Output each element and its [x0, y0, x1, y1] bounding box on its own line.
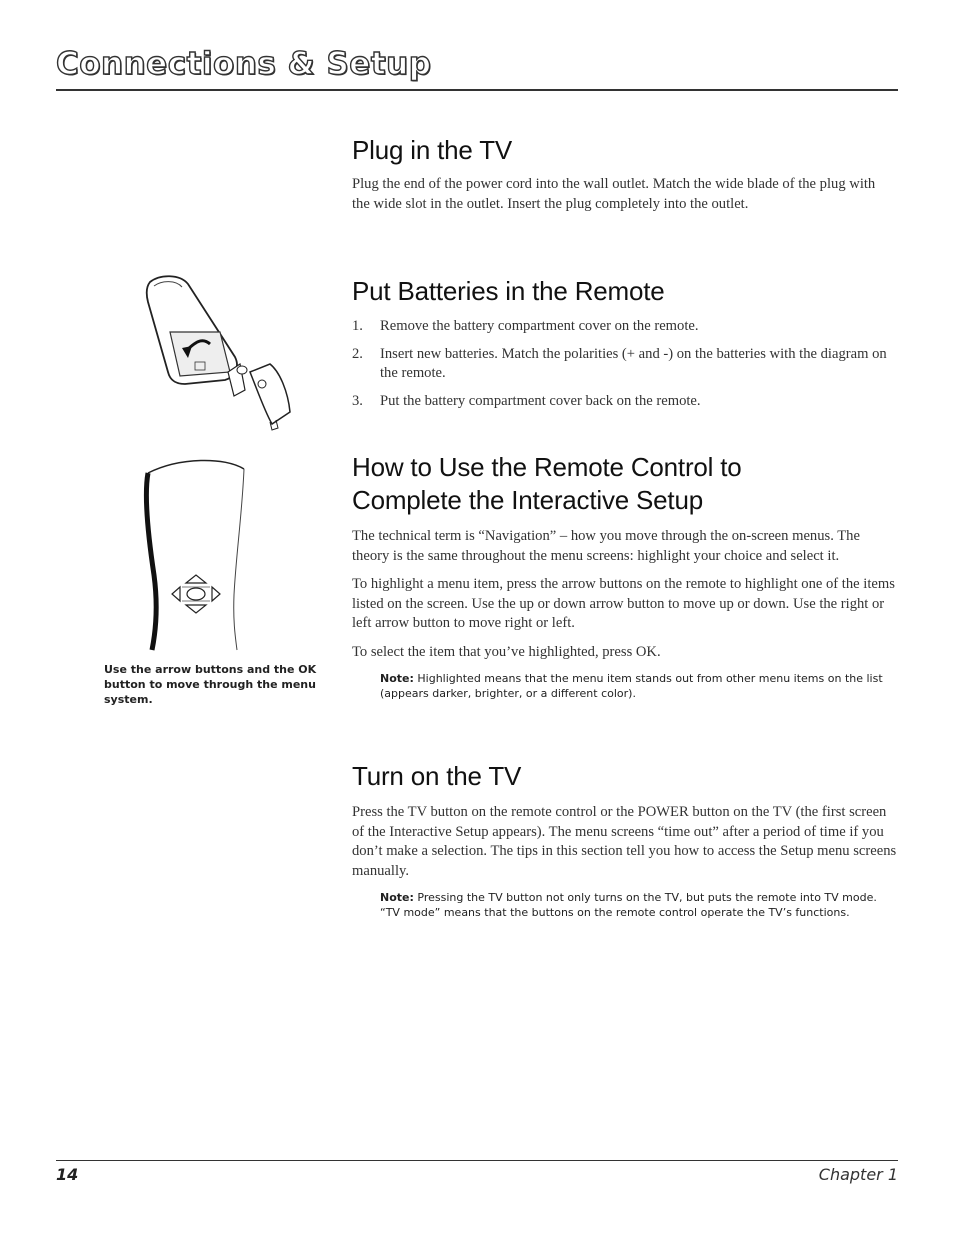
howto-note — [380, 671, 898, 701]
section-plug — [352, 134, 898, 223]
plug-text: Plug the end of the power cord into the wall outlet. Match the wide blade of the plug with the wide slot in the outlet. Insert the plug completely into the outlet. — [352, 176, 876, 212]
section-title-howto: How to Use the Remote Control to Complete the Interactive Setup — [352, 452, 742, 515]
howto-paragraph-3: To select the item that you’ve highlighted, press OK. — [352, 643, 661, 660]
note-label: Note: — [380, 672, 414, 685]
note-label: Note: — [380, 891, 414, 904]
remote-battery-illustration — [140, 272, 295, 432]
section-howto — [352, 451, 898, 701]
section-title-turnon: Turn on the TV — [352, 761, 522, 791]
page-header-title: Connections & Setup — [56, 46, 432, 82]
howto-paragraph-2: To highlight a menu item, press the arrow buttons on the remote to highlight one of the items listed on the screen. Use the up or down arrow button to move up or down. Use the right or left arrow button to move right or left. — [352, 576, 895, 631]
list-item — [352, 392, 898, 412]
step-number: 3. — [352, 392, 363, 409]
list-item — [352, 345, 898, 384]
howto-paragraph-1: The technical term is “Navigation” – how you move through the on-screen menus. The theory is the same throughout the menu screens: highlight your choice and select it. — [352, 528, 860, 564]
footer-rule — [56, 1160, 898, 1161]
step-text: Insert new batteries. Match the polarities (+ and -) on the batteries with the diagram on the remote. — [380, 345, 887, 381]
page-number: 14 — [56, 1165, 79, 1184]
remote-arrow-pad-illustration — [140, 455, 255, 655]
step-number: 2. — [352, 345, 363, 362]
turnon-note — [380, 890, 898, 920]
step-text: Put the battery compartment cover back on the remote. — [380, 392, 701, 409]
section-turnon — [352, 760, 898, 920]
header-rule — [56, 89, 898, 91]
turnon-text: Press the TV button on the remote control or the POWER button on the TV (the first screen of the Interactive Setup appears). The menu screens “time out” after a period of time if you don’t make a selection. The tips in this section tell you how to access the Setup menu screens manually. — [352, 804, 897, 879]
step-number: 1. — [352, 318, 363, 334]
section-title-plug: Plug in the TV — [352, 135, 513, 165]
note-text: Highlighted means that the menu item stands out from other menu items on the list (appears darker, brighter, or a different color). — [380, 672, 883, 700]
figure-caption: Use the arrow buttons and the OK button to move through the menu system. — [104, 663, 317, 706]
section-batteries — [352, 275, 898, 419]
note-text: Pressing the TV button not only turns on the TV, but puts the remote into TV mode. “TV mode” means that the buttons on the remote control operate the TV’s functions. — [380, 891, 877, 919]
battery-steps-list — [352, 317, 898, 411]
chapter-label: Chapter 1 — [818, 1165, 898, 1184]
step-text: Remove the battery compartment cover on the remote. — [380, 318, 699, 334]
section-title-batteries: Put Batteries in the Remote — [352, 276, 665, 306]
list-item — [352, 317, 898, 337]
